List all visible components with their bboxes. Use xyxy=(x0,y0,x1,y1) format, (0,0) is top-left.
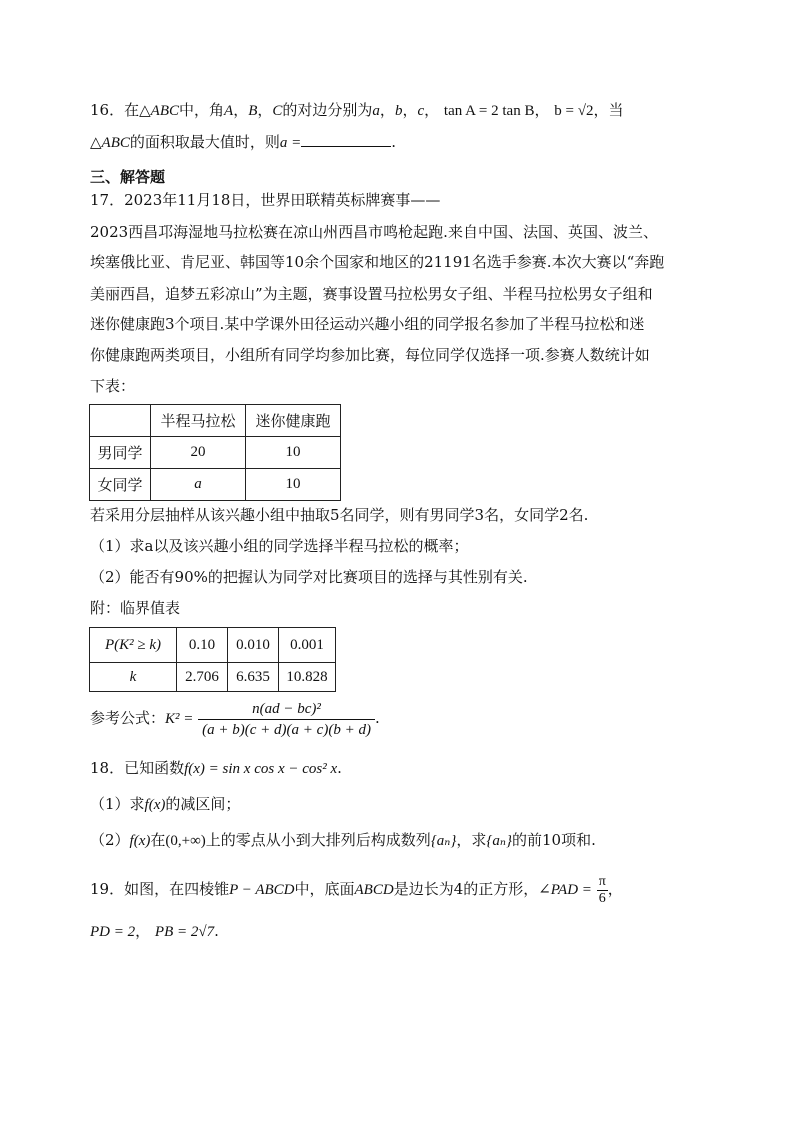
q19-line2: PD = 2， PB = 2√7. xyxy=(90,922,219,940)
q17-line6: 你健康跑两类项目，小组所有同学均参加比赛，每位同学仅选择一项.参赛人数统计如 xyxy=(90,346,650,364)
q18-line1: 18．已知函数f(x) = sin x cos x − cos² x. xyxy=(90,759,342,777)
pi-over-six: $\frac{\pi}{6}$ xyxy=(598,873,606,906)
b-equation: b = √2 xyxy=(554,103,594,119)
participants-table xyxy=(89,404,341,501)
section-title: 三、解答题 xyxy=(90,168,166,186)
q18-sub1: （1）求f(x)的减区间； xyxy=(90,795,241,813)
table-row: 男同学 20 10 xyxy=(90,437,341,469)
reference-formula: 参考公式：K² = $\frac{\text{n(ad − bc)²}}{(a + b)(c + d)(a + c)(b + d)}$ . xyxy=(90,700,380,738)
q19-line1: 19．如图，在四棱锥P − ABCD中，底面ABCD是边长为4的正方形，∠PAD = $\frac{\pi}{6}$ ， xyxy=(90,873,623,906)
q16-line2: △ABC的面积取最大值时，则a = . xyxy=(90,130,396,154)
function-definition: f(x) = sin x cos x − cos² x xyxy=(184,761,338,777)
q17-line1: 17．2023年11月18日，世界田联精英标牌赛事—— xyxy=(90,191,441,209)
q17-line2: 2023西昌邛海湿地马拉松赛在凉山州西昌市鸣枪起跑.来自中国、法国、英国、波兰、 xyxy=(90,223,658,241)
q17-sub2: （2）能否有90%的把握认为同学对比赛项目的选择与其性别有关. xyxy=(90,568,528,586)
q17-line4: 美丽西昌，追梦五彩凉山”为主题，赛事设置马拉松男女子组、半程马拉松男女子组和 xyxy=(90,285,653,303)
q17-line3: 埃塞俄比亚、肯尼亚、韩国等10余个国家和地区的21191名选手参赛.本次大赛以“奔跑 xyxy=(90,253,665,271)
q17-sampling: 若采用分层抽样从该兴趣小组中抽取5名同学，则有男同学3名，女同学2名. xyxy=(90,506,589,524)
q16-line1: 16．在△ABC中，角A，B，C的对边分别为a，b，c， tan A = 2 tan B， b = √2，当 xyxy=(90,101,624,119)
table-row: k 2.706 6.635 10.828 xyxy=(90,663,336,692)
q17-appendix: 附：临界值表 xyxy=(90,599,181,617)
tan-equation: tan A = 2 tan B xyxy=(443,103,535,119)
critical-value-table xyxy=(89,627,336,692)
q16-number: 16． xyxy=(90,101,125,119)
q17-line5: 迷你健康跑3个项目.某中学课外田径运动兴趣小组的同学报名参加了半程马拉松和迷 xyxy=(90,315,645,333)
table-row: 半程马拉松 迷你健康跑 xyxy=(90,405,341,437)
q17-line7: 下表： xyxy=(90,377,136,395)
q17-sub1: （1）求a以及该兴趣小组的同学选择半程马拉松的概率； xyxy=(90,537,469,555)
answer-blank[interactable] xyxy=(301,130,391,147)
q18-sub2: （2）f(x)在(0,+∞)上的零点从小到大排列后构成数列{aₙ}，求{aₙ}的前10项和. xyxy=(90,831,596,849)
k-squared-fraction: $\frac{\text{n(ad − bc)²}}{(a + b)(c + d)(a + c)(b + d)}$ xyxy=(198,699,375,740)
table-row: P(K² ≥ k) 0.10 0.010 0.001 xyxy=(90,628,336,663)
table-row: 女同学 a 10 xyxy=(90,469,341,501)
